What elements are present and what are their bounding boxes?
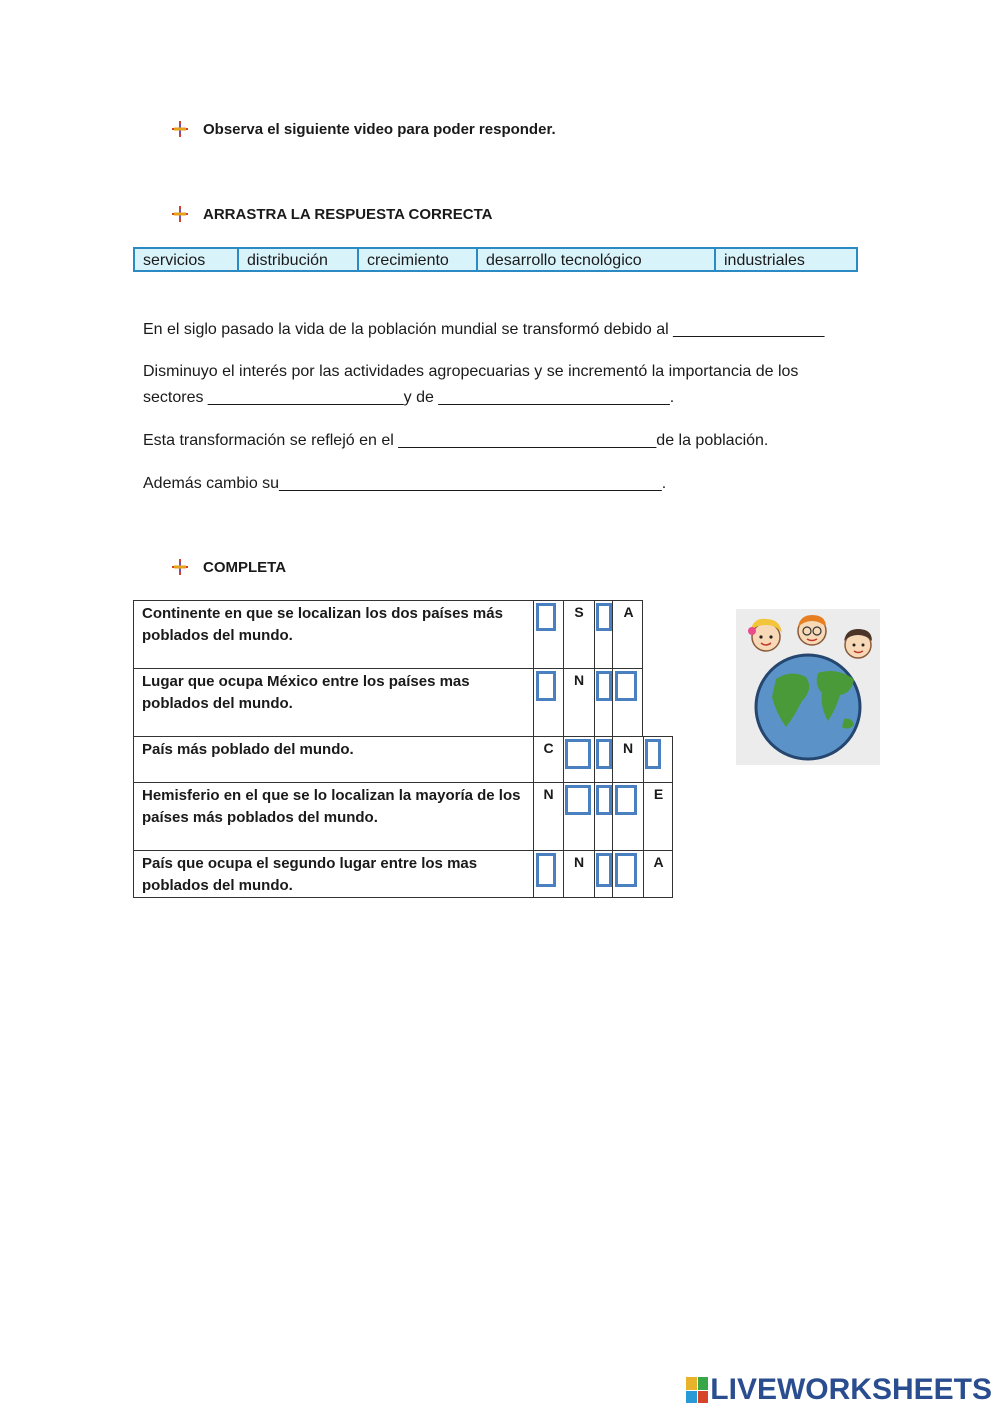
heading-text: Observa el siguiente video para poder responder. [203, 120, 556, 138]
letter-cell: N [613, 737, 644, 782]
answer-box[interactable] [615, 785, 637, 815]
kids-globe-illustration [736, 609, 880, 765]
answer-box[interactable] [645, 739, 661, 769]
table-row [133, 736, 673, 783]
answer-box[interactable] [536, 853, 556, 887]
letter-cell [595, 669, 613, 736]
letter-cell [564, 737, 595, 782]
letter-cell [613, 851, 644, 897]
sentence-1[interactable]: En el siglo pasado la vida de la población mundial se transformó debido al _________________ [143, 321, 825, 338]
draggable-word[interactable]: industriales [724, 252, 805, 269]
word-bank [133, 247, 858, 272]
arrow-bullet-icon [171, 558, 189, 576]
letter-cell [534, 601, 564, 668]
answer-box[interactable] [615, 671, 637, 701]
sentence-4[interactable]: Además cambio su___________________________________________. [143, 475, 667, 492]
letter-cell: N [564, 669, 595, 736]
arrow-bullet-icon [171, 205, 189, 223]
question-text: País que ocupa el segundo lugar entre los mas poblados del mundo. [134, 851, 534, 897]
letter-cell [534, 851, 564, 897]
letter-cell: S [564, 601, 595, 668]
section-heading-complete [171, 558, 286, 576]
heading-text: COMPLETA [203, 558, 287, 576]
answer-box[interactable] [596, 739, 612, 769]
draggable-word[interactable]: desarrollo tecnológico [478, 249, 716, 270]
table-row [133, 668, 643, 737]
table-row [133, 600, 643, 669]
table-row [133, 850, 673, 898]
letter-cell: C [534, 737, 564, 782]
letter-cell [613, 783, 644, 850]
draggable-word[interactable]: crecimiento [359, 249, 478, 270]
sentence-2[interactable]: Disminuyo el interés por las actividades agropecuarias y se incrementó la importancia de los sectores ______________________y de __________________________. [143, 363, 799, 406]
letter-cell [644, 737, 673, 782]
question-text: Continente en que se localizan los dos países más poblados del mundo. [134, 601, 534, 668]
answer-box[interactable] [596, 785, 612, 815]
answer-box[interactable] [596, 853, 612, 887]
letter-cell [595, 601, 613, 668]
question-text: Lugar que ocupa México entre los países mas poblados del mundo. [134, 669, 534, 736]
answer-box[interactable] [596, 603, 612, 631]
table-row [133, 782, 673, 851]
letter-cell [613, 669, 644, 736]
draggable-word[interactable]: distribución [239, 249, 359, 270]
letter-cell [595, 783, 613, 850]
answer-box[interactable] [536, 671, 556, 701]
answer-box[interactable] [536, 603, 556, 631]
letter-cell [534, 669, 564, 736]
draggable-word[interactable]: servicios [135, 249, 239, 270]
answer-box[interactable] [615, 853, 637, 887]
logo-badge-icon [686, 1377, 708, 1403]
letter-cell [564, 783, 595, 850]
answer-box[interactable] [596, 671, 612, 701]
letter-cell: A [623, 604, 634, 620]
question-text: Hemisferio en el que se lo localizan la mayoría de los países más poblados del mundo. [134, 783, 534, 850]
answer-box[interactable] [565, 739, 591, 769]
logo-text: LIVEWORKSHEETS [710, 1373, 992, 1406]
letter-cell [595, 851, 613, 897]
letter-cell [595, 737, 613, 782]
letter-cell: A [653, 854, 664, 870]
letter-cell: N [564, 851, 595, 897]
question-text: País más poblado del mundo. [134, 737, 534, 782]
answer-box[interactable] [565, 785, 591, 815]
arrow-bullet-icon [171, 120, 189, 138]
letter-cell: N [534, 783, 564, 850]
section-heading-video [171, 120, 556, 138]
liveworksheets-logo [686, 1373, 992, 1407]
sentence-3[interactable]: Esta transformación se reflejó en el _____________________________de la población. [143, 432, 769, 449]
letter-cell: E [653, 786, 664, 802]
section-heading-drag [171, 205, 492, 223]
heading-text: ARRASTRA LA RESPUESTA CORRECTA [203, 205, 493, 223]
